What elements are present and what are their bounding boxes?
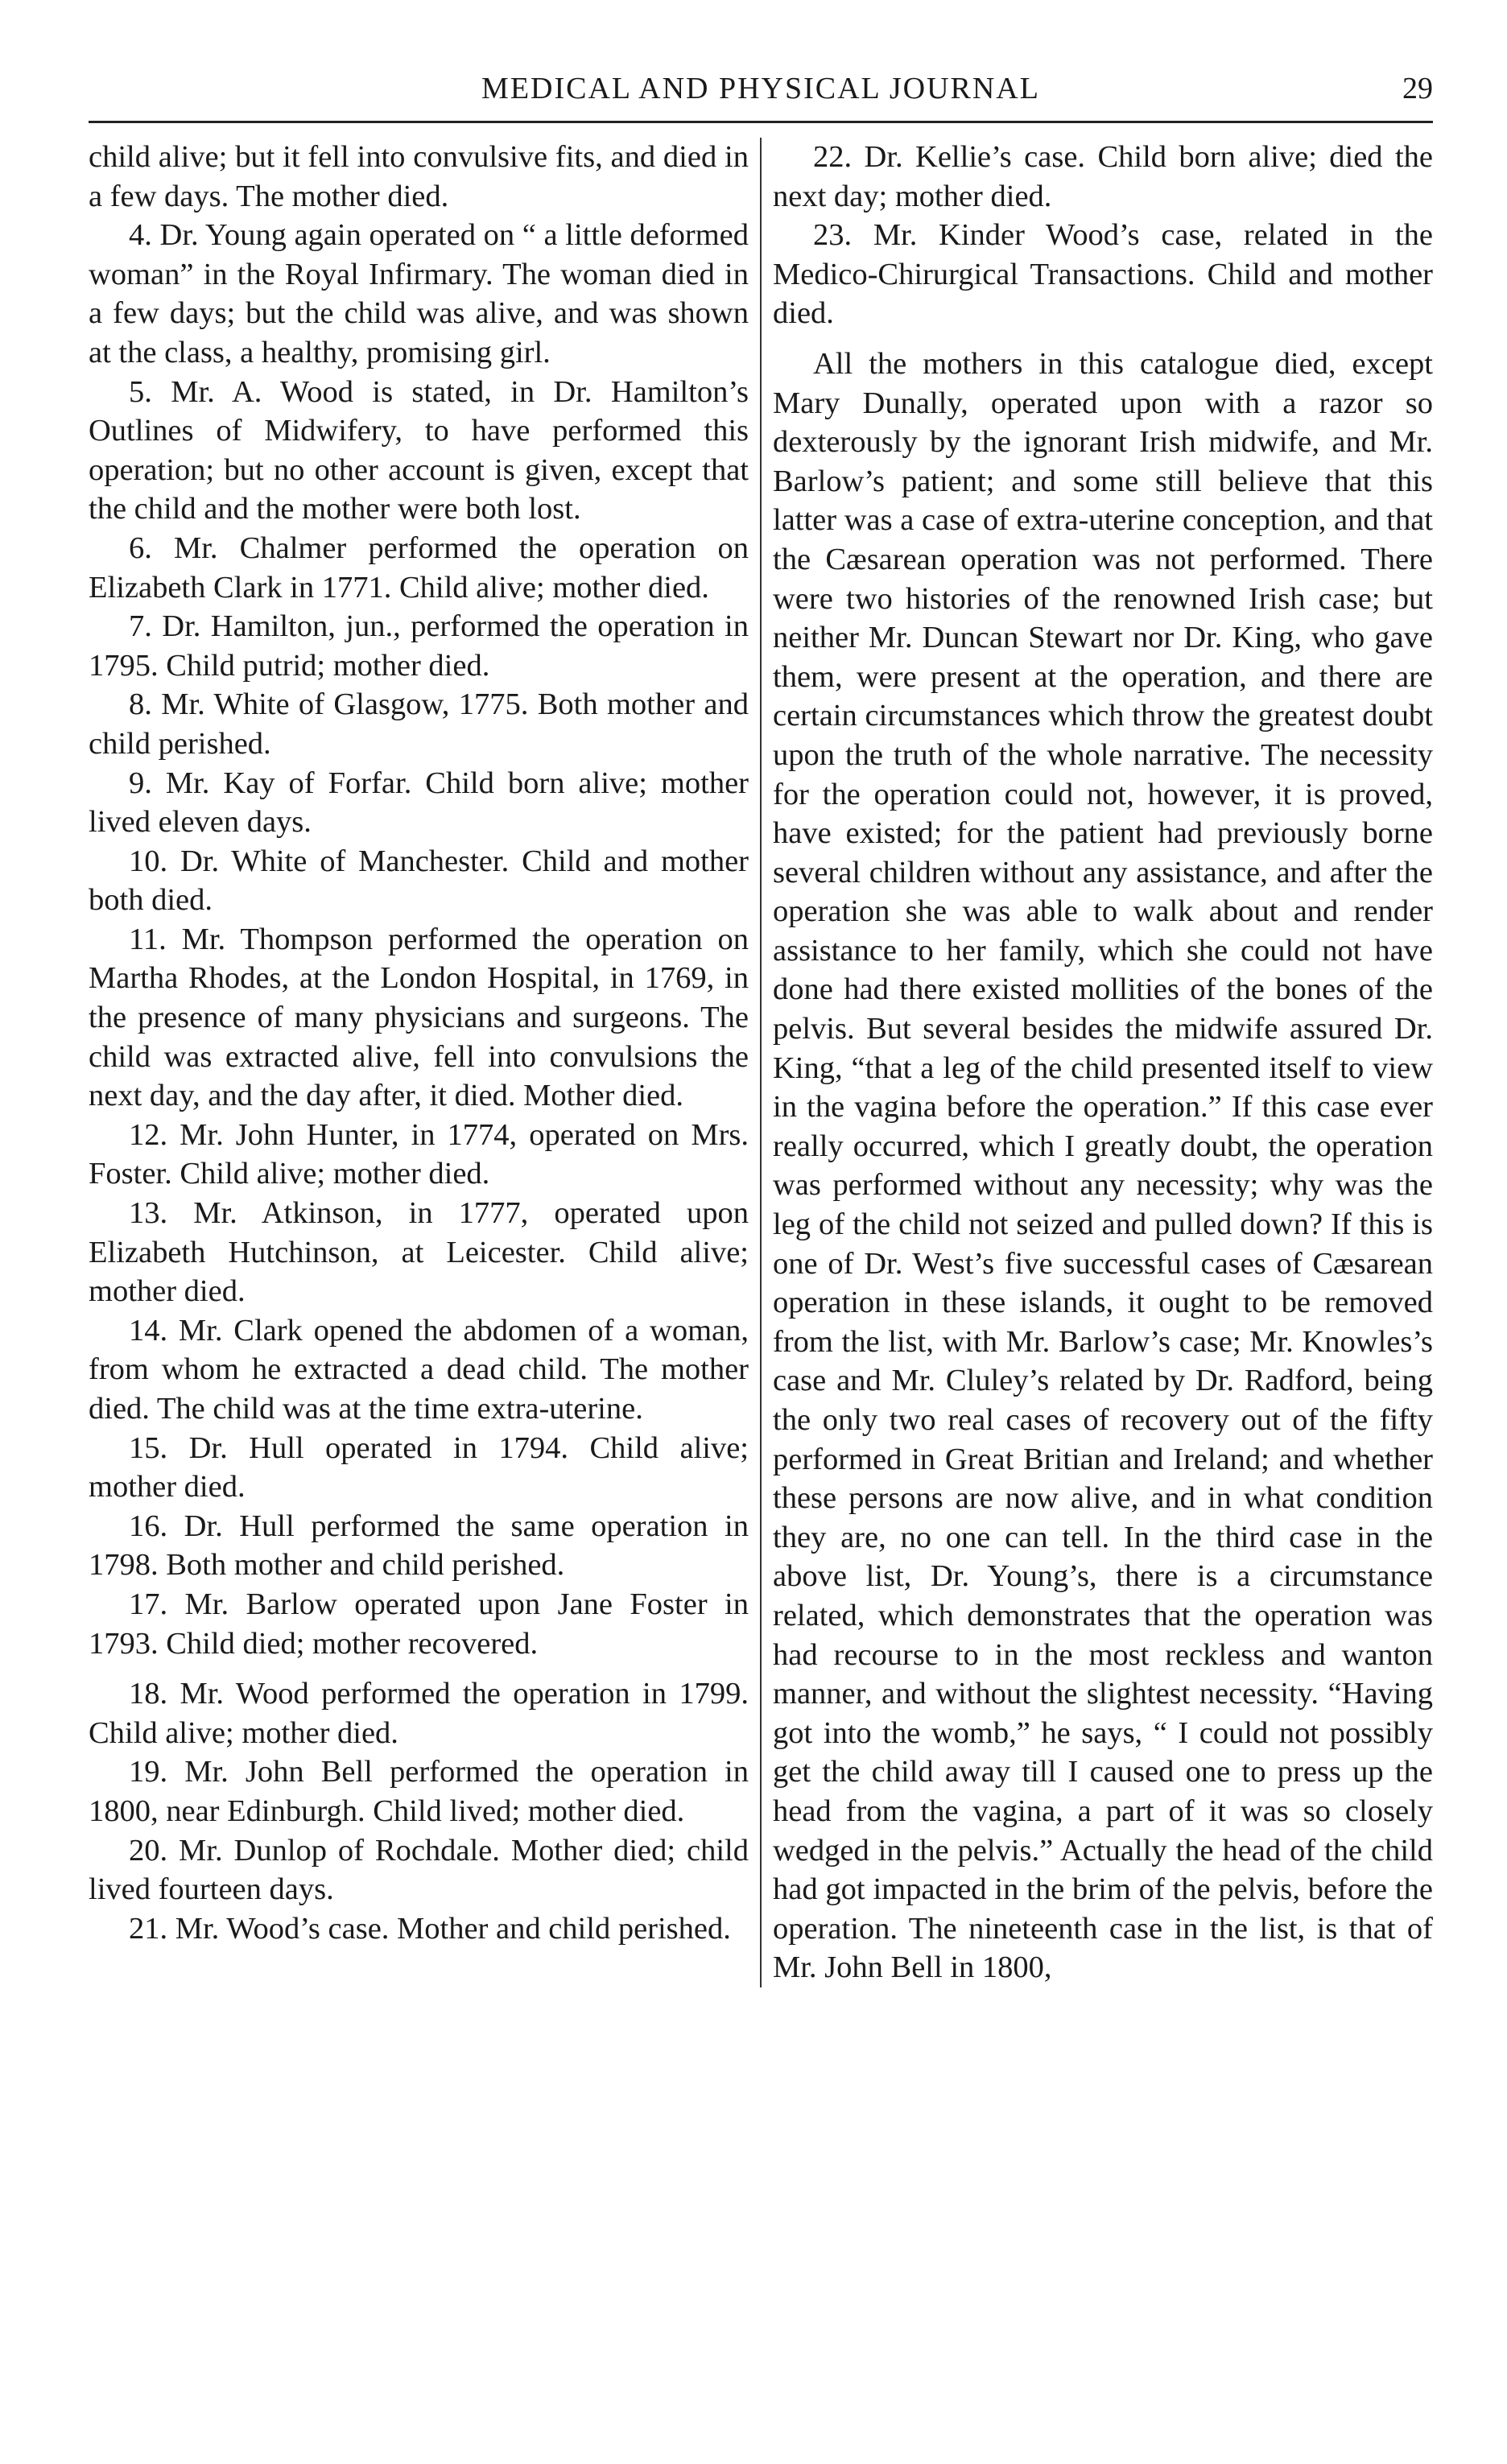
- case-entry-18: 18. Mr. Wood performed the operation in 1799. Child alive; mother died.: [89, 1677, 749, 1750]
- case-entry-21: 21. Mr. Wood’s case. Mother and child perished.: [129, 1911, 731, 1946]
- case-entry-13: 13. Mr. Atkinson, in 1777, operated upon Elizabeth Hutchinson, at Leicester. Child alive; mother died.: [89, 1196, 749, 1309]
- case-entry-15: 15. Dr. Hull operated in 1794. Child alive; mother died.: [89, 1430, 749, 1504]
- case-entry-22: 22. Dr. Kellie’s case. Child born alive; died the next day; mother died.: [773, 140, 1433, 213]
- case-entry-16: 16. Dr. Hull performed the same operation in 1798. Both mother and child perished.: [89, 1509, 749, 1583]
- case-entry-23: 23. Mr. Kinder Wood’s case, related in the Medico-Chirurgical Transactions. Child and mother died.: [773, 218, 1433, 331]
- case-entry-19: 19. Mr. John Bell performed the operation in 1800, near Edinburgh. Child lived; mother died.: [89, 1755, 749, 1828]
- case-entry-6: 6. Mr. Chalmer performed the operation on Elizabeth Clark in 1771. Child alive; mother died.: [89, 530, 749, 605]
- case-entry-5: 5. Mr. A. Wood is stated, in Dr. Hamilton’s Outlines of Midwifery, to have performed this operation; but no other account is given, except that the child and the mother were both lost.: [89, 374, 749, 526]
- journal-page: [89, 64, 1433, 1987]
- page-header: [89, 64, 1433, 123]
- case-entry-14: 14. Mr. Clark opened the abdomen of a woman, from whom he extracted a dead child. The mother died. The child was at the time extra-uterine.: [89, 1313, 749, 1426]
- text-columns: [89, 138, 1433, 1987]
- paragraph: child alive; but it fell into convulsive fits, and died in a few days. The mother died.: [89, 140, 749, 213]
- page-number: 29: [1402, 72, 1433, 105]
- case-entry-4: 4. Dr. Young again operated on “ a little deformed woman” in the Royal Infirmary. The woman died in a few days; but the child was alive, and was shown at the class, a healthy, promising girl.: [89, 218, 749, 369]
- case-entry-11: 11. Mr. Thompson performed the operation on Martha Rhodes, at the London Hospital, in 1769, in the presence of many physicians and surgeons. The child was extracted alive, fell into convulsions the next day, and the day after, it died. Mother died.: [89, 922, 749, 1113]
- left-column: [89, 138, 760, 1987]
- case-entry-12: 12. Mr. John Hunter, in 1774, operated on Mrs. Foster. Child alive; mother died.: [89, 1117, 749, 1191]
- case-entry-10: 10. Dr. White of Manchester. Child and mother both died.: [89, 844, 749, 918]
- commentary-paragraph: All the mothers in this catalogue died, except Mary Dunally, operated upon with a razor so dexterously by the ignorant Irish midwife, and Mr. Barlow’s patient; and some still believe that this latter was a case of extra-uterine conception, and that the Cæsarean operation was not performed. There were two histories of the renowned Irish case; but neither Mr. Duncan Stewart nor Dr. King, who gave them, were present at the operation, and there are certain circumstances which throw the greatest doubt upon the truth of the whole narrative. The necessity for the operation could not, however, it is proved, have existed; for the patient had previously borne several children without any assistance, and after the operation she was able to walk about and render assistance to her family, which she could not have done had there existed mollities of the bones of the pelvis. But several besides the midwife assured Dr. King, “that a leg of the child presented itself to view in the vagina before the operation.” If this case ever really occurred, which I greatly doubt, the operation was performed without any necessity; why was the leg of the child not seized and pulled down? If this is one of Dr. West’s five successful cases of Cæsarean operation in these islands, it ought to be removed from the list, with Mr. Barlow’s case; Mr. Knowles’s case and Mr. Cluley’s related by Dr. Radford, being the only two real cases of recovery out of the fifty performed in Great Britian and Ireland; and whether these persons are now alive, and in what condition they are, no one can tell. In the third case in the above list, Dr. Young’s, there is a circumstance related, which demonstrates that the operation was had recourse to in the most reckless and wanton manner, and without the slightest necessity. “Having got into the womb,” he says, “ I could not possibly get the child away till I caused one to press up the head from the vagina, a part of it was so closely wedged in the pelvis.” Actually the head of the child had got impacted in the brim of the pelvis, before the operation. The nineteenth case in the list, is that of Mr. John Bell in 1800,: [773, 346, 1433, 1985]
- case-entry-20: 20. Mr. Dunlop of Rochdale. Mother died; child lived fourteen days.: [89, 1833, 749, 1907]
- case-entry-9: 9. Mr. Kay of Forfar. Child born alive; mother lived eleven days.: [89, 766, 749, 840]
- case-entry-8: 8. Mr. White of Glasgow, 1775. Both mother and child perished.: [89, 687, 749, 761]
- case-entry-17: 17. Mr. Barlow operated upon Jane Foster in 1793. Child died; mother recovered.: [89, 1587, 749, 1661]
- right-column: [760, 138, 1433, 1987]
- case-entry-7: 7. Dr. Hamilton, jun., performed the operation in 1795. Child putrid; mother died.: [89, 609, 749, 683]
- running-head: MEDICAL AND PHYSICAL JOURNAL: [481, 72, 1040, 105]
